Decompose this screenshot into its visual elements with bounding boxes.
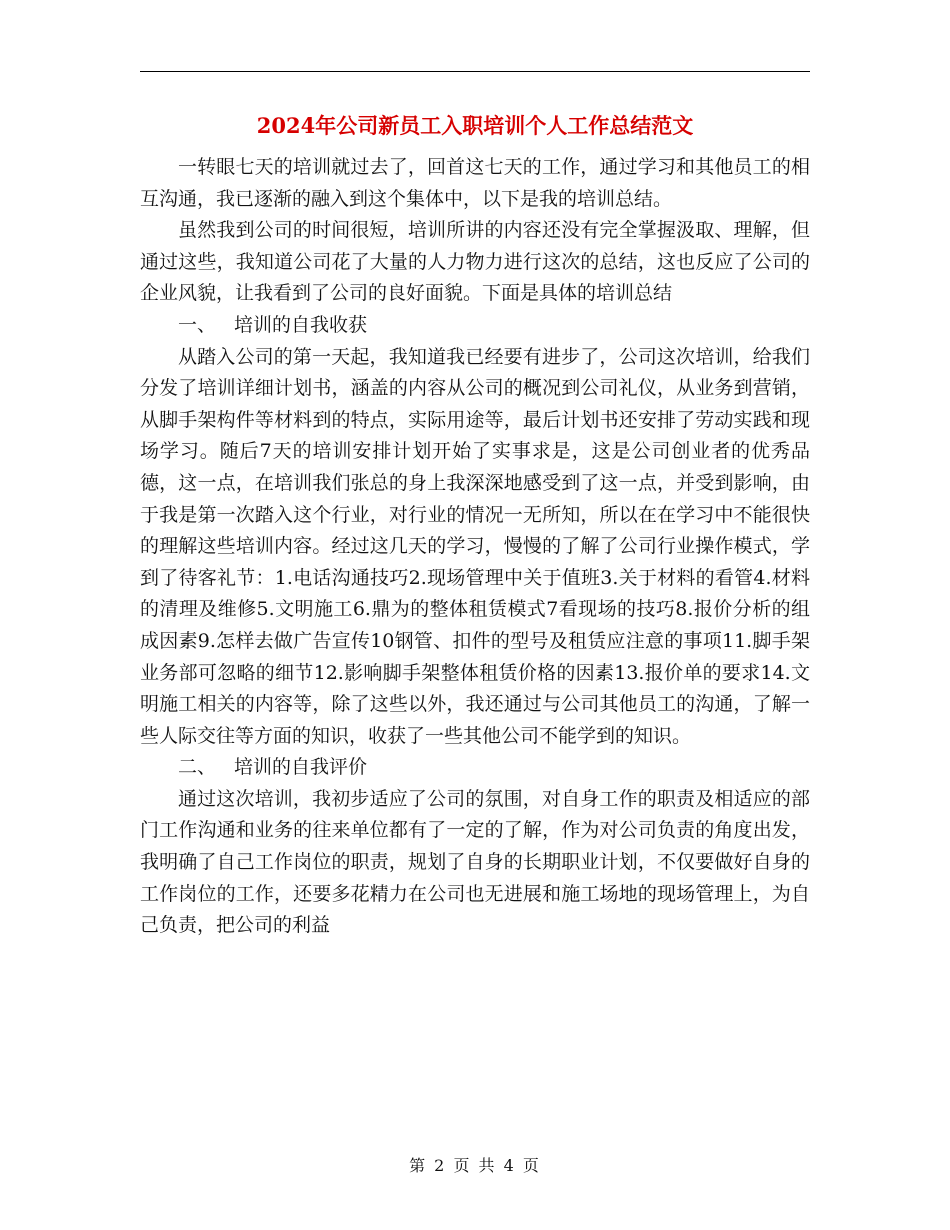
document-body (140, 152, 810, 942)
section-heading-gains (140, 310, 810, 342)
section-number: 一、 (178, 313, 217, 336)
paragraph-evaluation: 通过这次培训，我初步适应了公司的氛围，对自身工作的职责及相适应的部门工作沟通和业务的往来单位都有了一定的了解，作为对公司负责的角度出发，我明确了自己工作岗位的职责，规划了自身的长期职业计划，不仅要做好自身的工作岗位的工作，还要多花精力在公司也无进展和施工场地的现场管理上，为自己负责，把公司的利益 (140, 787, 810, 937)
section-number: 二、 (178, 756, 217, 779)
header-rule (140, 71, 810, 72)
page-number-footer: 第 2 页 共 4 页 (409, 1156, 541, 1175)
section-heading-text: 培训的自我收获 (234, 313, 368, 336)
paragraph-intro: 一转眼七天的培训就过去了，回首这七天的工作，通过学习和其他员工的相互沟通，我已逐渐的融入到这个集体中，以下是我的培训总结。 (140, 156, 810, 210)
paragraph-gains: 从踏入公司的第一天起，我知道我已经要有进步了，公司这次培训，给我们分发了培训详细计划书，涵盖的内容从公司的概况到公司礼仪，从业务到营销，从脚手架构件等材料到的特点，实际用途等，最后计划书还安排了劳动实践和现场学习。随后7天的培训安排计划开始了实事求是，这是公司创业者的优秀品德，这一点，在培训我们张总的身上我深深地感受到了这一点，并受到影响，由于我是第一次踏入这个行业，对行业的情况一无所知，所以在在学习中不能很快的理解这些培训内容。经过这几天的学习，慢慢的了解了公司行业操作模式，学到了待客礼节：1.电话沟通技巧2.现场管理中关于值班3.关于材料的看管4.材料的清理及维修5.文明施工6.鼎为的整体租赁模式7看现场的技巧8.报价分析的组成因素9.怎样去做广告宣传10钢管、扣件的型号及租赁应注意的事项11.脚手架业务部可忽略的细节12.影响脚手架整体租赁价格的因素13.报价单的要求14.文明施工相关的内容等，除了这些以外，我还通过与公司其他员工的沟通，了解一些人际交往等方面的知识，收获了一些其他公司不能学到的知识。 (140, 345, 810, 747)
document-title: 2024年公司新员工入职培训个人工作总结范文 (256, 113, 694, 138)
section-heading-text: 培训的自我评价 (234, 756, 368, 779)
section-heading-evaluation (140, 752, 810, 784)
paragraph-overview: 虽然我到公司的时间很短，培训所讲的内容还没有完全掌握汲取、理解，但通过这些，我知道公司花了大量的人力物力进行这次的总结，这也反应了公司的企业风貌，让我看到了公司的良好面貌。下面是具体的培训总结 (140, 219, 810, 305)
